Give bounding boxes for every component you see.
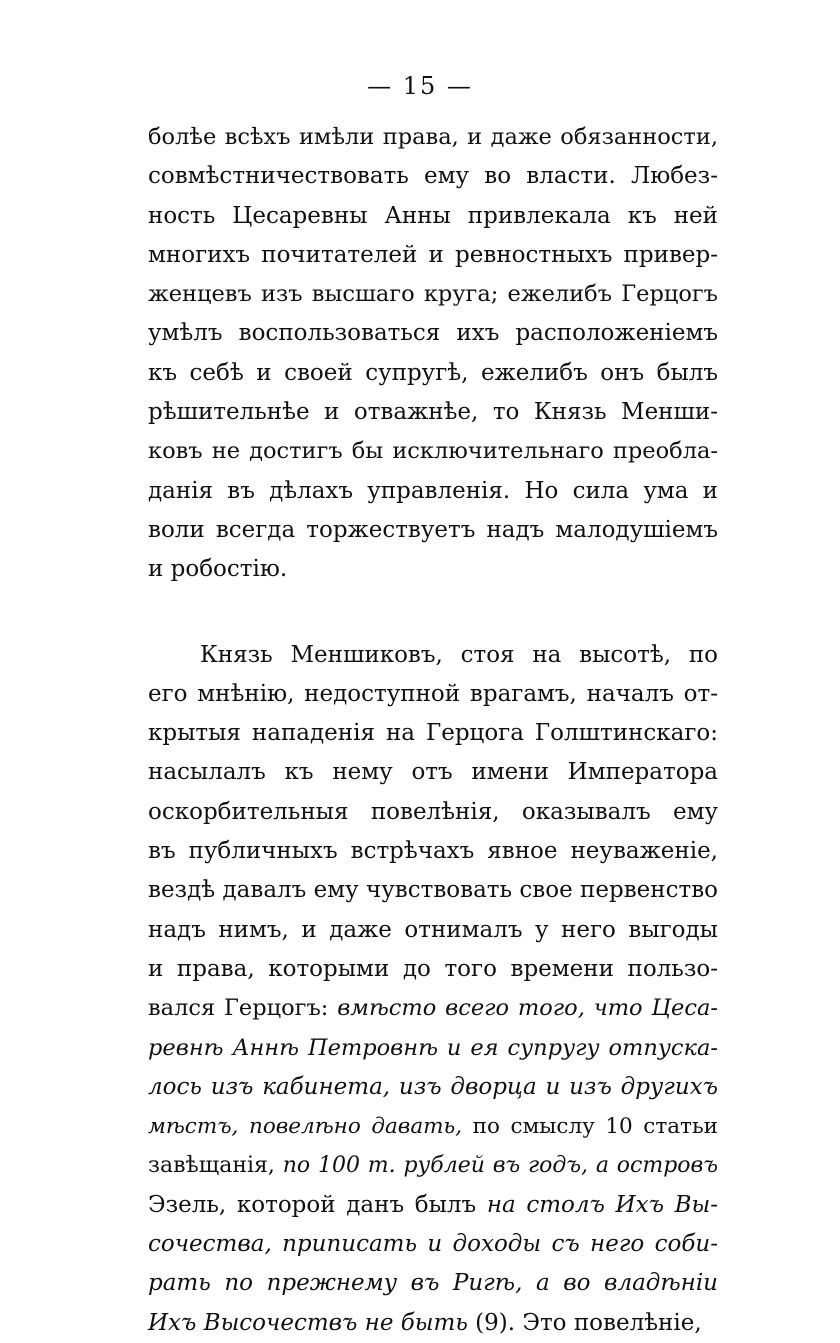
text-line [148, 1225, 718, 1264]
text-line [148, 1068, 718, 1107]
text-line [148, 793, 718, 832]
text-run: къ себѣ и своей супругѣ, ежелибъ онъ былъ [148, 359, 718, 386]
text-line [148, 550, 718, 589]
text-run: болѣе всѣхъ имѣли права, и даже обязанности, [148, 124, 718, 150]
text-line [148, 871, 718, 910]
italic-text: по 100 т. рублей въ годъ, а островъ [282, 1153, 718, 1179]
text-run: ковъ не достигъ бы исключительнаго преобла- [148, 438, 718, 465]
text-run: надъ нимъ, и даже отнималъ у него выгоды [148, 916, 718, 943]
text-line [148, 393, 718, 432]
text-line [148, 472, 718, 511]
text-run: многихъ почитателей и ревностныхъ привер- [148, 241, 718, 268]
text-run: (9). Это повелѣніе, [467, 1309, 702, 1336]
text-run: совмѣстничествовать ему во власти. Любез- [148, 163, 718, 190]
text-line [148, 1186, 718, 1225]
text-line [148, 1029, 718, 1068]
italic-text: сочества, приписать и доходы съ него соби- [148, 1231, 718, 1258]
text-line [148, 314, 718, 353]
text-run: умѣлъ воспользоваться ихъ расположеніемъ [148, 320, 718, 347]
text-line [148, 950, 718, 989]
text-line [148, 432, 718, 471]
text-line [148, 911, 718, 950]
text-line [148, 197, 718, 236]
italic-text: рать по прежнему въ Ригѣ, а во владѣніи [148, 1270, 718, 1297]
text-line [148, 236, 718, 275]
text-run: въ публичныхъ встрѣчахъ явное неуваженіе, [148, 838, 718, 865]
text-line [148, 118, 718, 157]
text-run: его мнѣнію, недоступной врагамъ, началъ от- [148, 680, 718, 707]
text-line [148, 989, 718, 1028]
text-run: насылалъ къ нему отъ имени Императора [148, 759, 718, 786]
text-line [148, 636, 718, 675]
body-text [148, 118, 718, 1343]
text-run: рѣшительнѣе и отважнѣе, то Князь Менши- [148, 399, 718, 426]
text-line [148, 675, 718, 714]
italic-text: на столъ Ихъ Вы- [486, 1191, 718, 1218]
text-line [148, 753, 718, 792]
paragraph [148, 118, 718, 590]
text-run: ность Цесаревны Анны привлекала къ ней [148, 202, 718, 229]
italic-text: лось изъ кабинета, изъ дворца и изъ другихъ [148, 1073, 718, 1100]
text-line [148, 157, 718, 196]
italic-text: мѣстъ, повелѣно давать, [148, 1114, 463, 1140]
text-run: по смыслу 10 статьи [462, 1114, 718, 1140]
italic-text: ревнѣ Аннѣ Петровнѣ и ея супругу отпуска- [148, 1034, 718, 1061]
text-run: вался Герцогъ: [148, 995, 338, 1022]
text-line [148, 275, 718, 314]
text-line [148, 1264, 718, 1303]
text-run: и права, которыми до того времени пользо- [148, 955, 718, 982]
text-run: Эзель, которой данъ былъ [148, 1191, 487, 1218]
paragraph [148, 636, 718, 1343]
italic-text: вмѣсто всего того, что Цеса- [337, 995, 718, 1022]
text-line [148, 1107, 718, 1146]
text-run: вездѣ давалъ ему чувствовать свое первенство [148, 877, 718, 904]
text-run: завѣщанія, [148, 1153, 283, 1179]
text-run: данія въ дѣлахъ управленія. Но сила ума и [148, 477, 718, 504]
text-line [148, 832, 718, 871]
text-line [148, 1304, 718, 1343]
page-number: — 15 — [367, 72, 473, 100]
text-line [148, 714, 718, 753]
text-run: крытыя нападенія на Герцога Голштинскаго: [148, 720, 718, 747]
text-run: и робостію. [148, 556, 288, 583]
text-run: женцевъ изъ высшаго круга; ежелибъ Герцогъ [148, 281, 718, 308]
text-line [148, 354, 718, 393]
italic-text: Ихъ Высочествъ не быть [148, 1309, 468, 1336]
text-line [148, 511, 718, 550]
text-line [148, 1146, 718, 1185]
text-run: оскорбительныя повелѣнія, оказывалъ ему [148, 798, 718, 825]
text-run: воли всегда торжествуетъ надъ малодушіемъ [148, 516, 718, 543]
text-run: Князь Меншиковъ, стоя на высотѣ, по [200, 641, 718, 668]
